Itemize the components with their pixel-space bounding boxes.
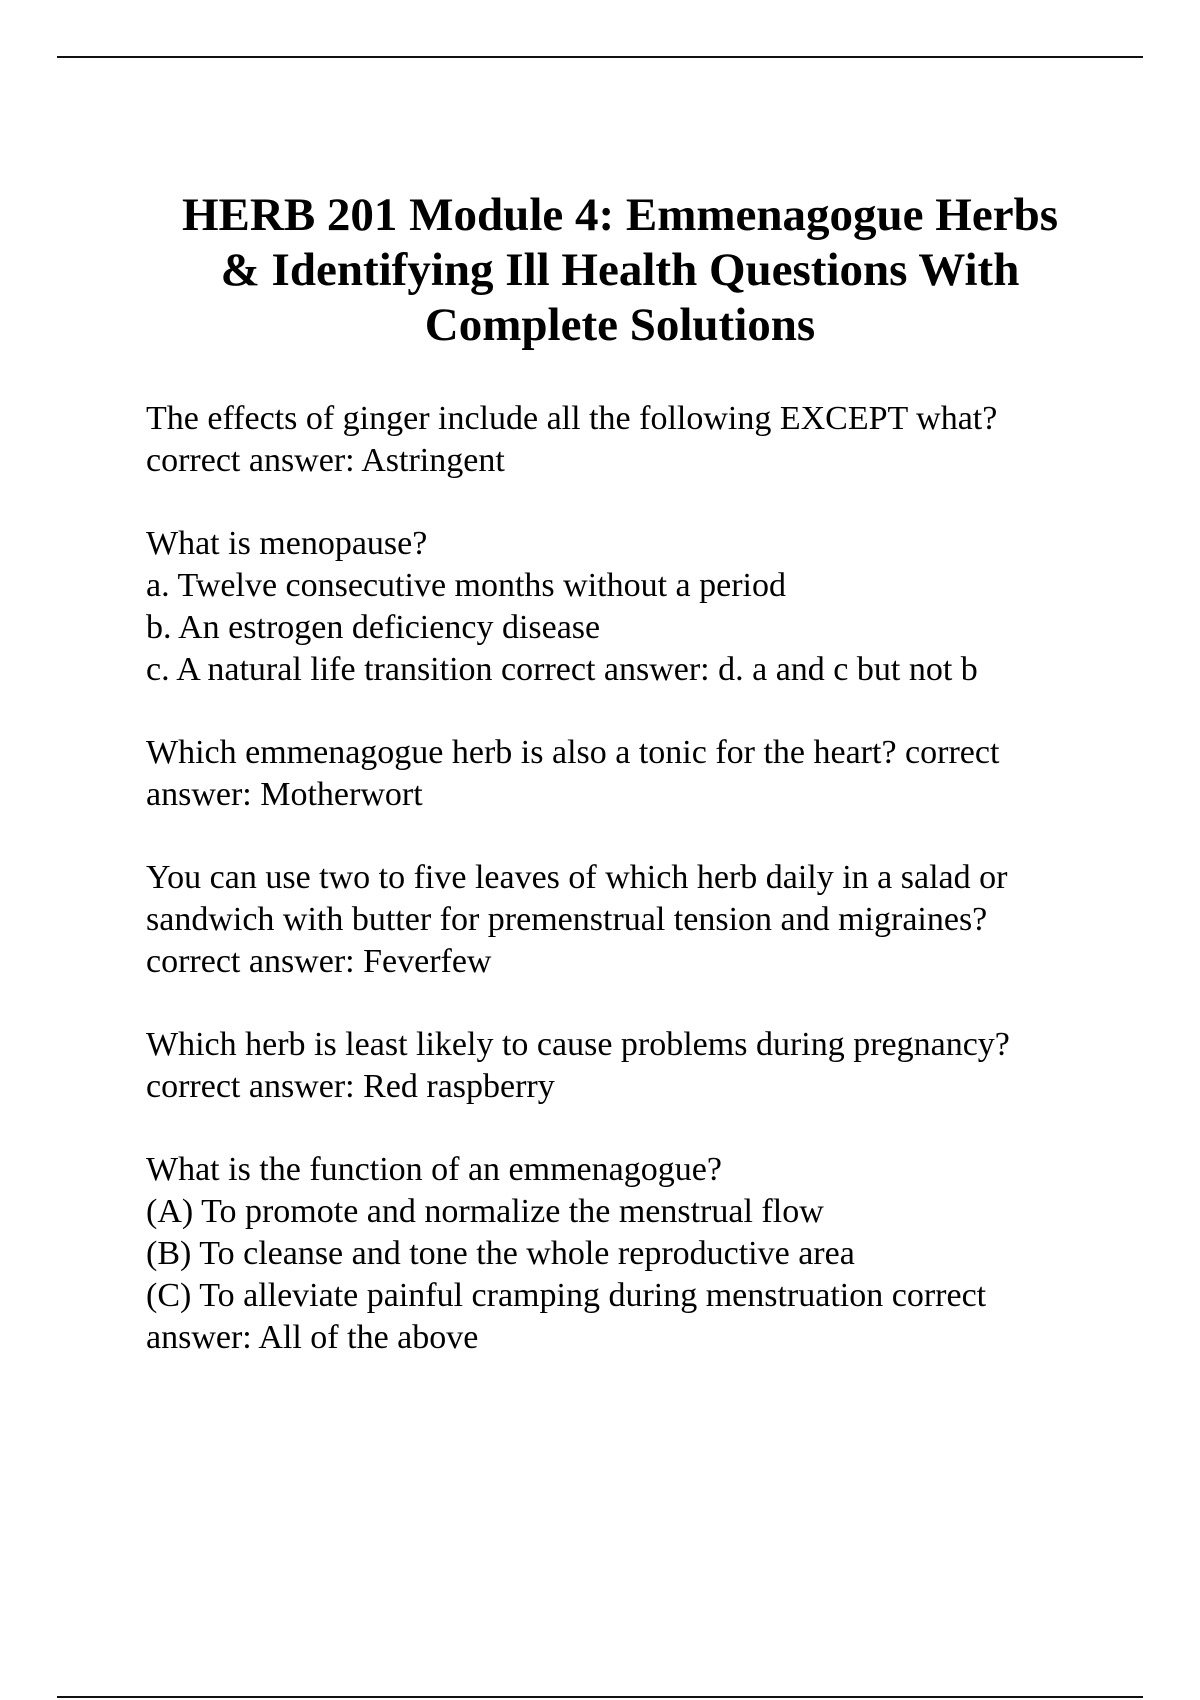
question-line: The effects of ginger include all the following EXCEPT what? xyxy=(146,400,998,437)
question-item xyxy=(146,523,1106,691)
answer-line: correct answer: Feverfew xyxy=(146,943,492,980)
answer-line: c. A natural life transition correct answer: d. a and c but not b xyxy=(146,651,978,688)
answer-line: answer: Motherwort xyxy=(146,776,423,813)
option-line: b. An estrogen deficiency disease xyxy=(146,609,601,646)
question-item xyxy=(146,1024,1106,1108)
question-item xyxy=(146,398,1106,482)
answer-line: answer: All of the above xyxy=(146,1319,479,1356)
answer-line: correct answer: Astringent xyxy=(146,442,505,479)
question-line: You can use two to five leaves of which herb daily in a salad or xyxy=(146,859,1008,896)
title-line: HERB 201 Module 4: Emmenagogue Herbs xyxy=(181,189,1059,241)
header-rule xyxy=(57,56,1143,58)
option-line: (C) To alleviate painful cramping during menstruation correct xyxy=(146,1277,987,1314)
title-line: & Identifying Ill Health Questions With xyxy=(220,244,1020,296)
question-line: Which emmenagogue herb is also a tonic for the heart? correct xyxy=(146,734,1000,771)
document-title xyxy=(140,188,1100,353)
question-item xyxy=(146,1149,1106,1359)
question-line: sandwich with butter for premenstrual tension and migraines? xyxy=(146,901,988,938)
option-line: a. Twelve consecutive months without a period xyxy=(146,567,787,604)
title-line: Complete Solutions xyxy=(424,299,816,351)
question-item xyxy=(146,857,1106,983)
question-item xyxy=(146,732,1106,816)
option-line: (A) To promote and normalize the menstrual flow xyxy=(146,1193,824,1230)
question-list xyxy=(146,398,1106,1400)
footer-rule xyxy=(57,1696,1143,1698)
question-line: What is menopause? xyxy=(146,525,428,562)
option-line: (B) To cleanse and tone the whole reproductive area xyxy=(146,1235,855,1272)
answer-line: correct answer: Red raspberry xyxy=(146,1068,555,1105)
question-line: Which herb is least likely to cause problems during pregnancy? xyxy=(146,1026,1010,1063)
question-line: What is the function of an emmenagogue? xyxy=(146,1151,722,1188)
